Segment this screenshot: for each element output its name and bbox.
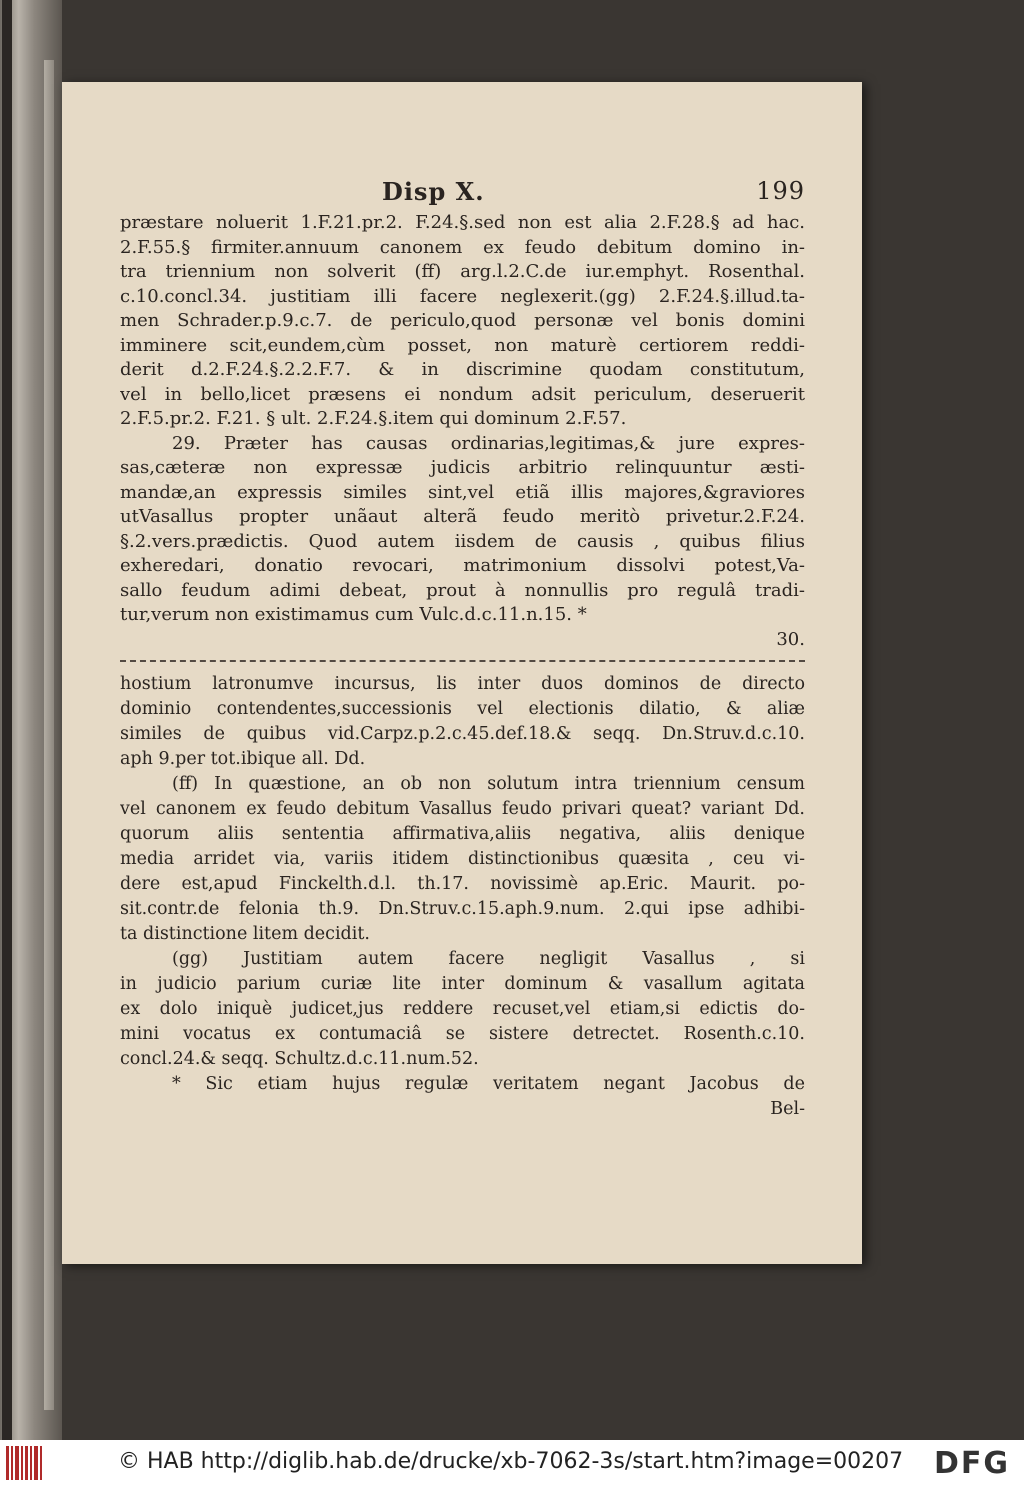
dfg-logo: DFG — [933, 1446, 1010, 1481]
note-line: sit.contr.de felonia th.9. Dn.Struv.c.15.aph.9.num. 2.qui ipse adhibi- — [120, 899, 805, 919]
note-line: similes de quibus vid.Carpz.p.2.c.45.def.18.& seqq. Dn.Struv.d.c.10. — [120, 724, 805, 744]
library-barcode-icon — [6, 1446, 42, 1480]
note-ff-start: (ff) In quæstione, an ob non solutum intra triennium censum — [172, 774, 805, 794]
note-line: in judicio parium curiæ lite inter dominum & vasallum agitata — [120, 974, 805, 994]
book-page — [62, 82, 862, 1264]
note-line: vel canonem ex feudo debitum Vasallus feudo privari queat? variant Dd. — [120, 799, 805, 819]
spine-shadow — [2, 0, 12, 1440]
text-line: tur,verum non existimamus cum Vulc.d.c.11.n.15. * — [120, 604, 587, 625]
text-line: 2.F.55.§ firmiter.annuum canonem ex feudo debitum domino in- — [120, 236, 805, 258]
text-line: sas,cæteræ non expressæ judicis arbitrio relinquuntur æsti- — [120, 457, 805, 478]
text-line: 2.F.5.pr.2. F.21. § ult. 2.F.24.§.item qui dominum 2.F.57. — [120, 408, 627, 429]
footnotes — [120, 672, 805, 1122]
text-line: §.2.vers.prædictis. Quod autem iisdem de causis , quibus filius — [120, 530, 805, 552]
note-line: quorum aliis sententia affirmativa,aliis negativa, aliis denique — [120, 824, 805, 844]
note-line: mini vocatus ex contumaciâ se sistere detrectet. Rosenth.c.10. — [120, 1024, 805, 1044]
note-line: aph 9.per tot.ibique all. Dd. — [120, 749, 366, 769]
note-line: concl.24.& seqq. Schultz.d.c.11.num.52. — [120, 1049, 479, 1069]
note-line: hostium latronumve incursus, lis inter duos dominos de directo — [120, 674, 805, 694]
text-line: utVasallus propter unãaut alterã feudo meritò privetur.2.F.24. — [120, 506, 805, 527]
text-line: derit d.2.F.24.§.2.2.F.7. & in discrimine quodam constitutum, — [120, 359, 805, 380]
viewer-footer — [0, 1440, 1024, 1486]
note-line: ex dolo iniquè judicet,jus reddere recuset,vel etiam,si edictis do- — [120, 999, 805, 1019]
note-line: media arridet via, variis itidem distinctionibus quæsita , ceu vi- — [120, 849, 805, 869]
header-title: Disp X. — [382, 177, 485, 206]
catchword: 30. — [776, 628, 805, 650]
text-line: men Schrader.p.9.c.7. de periculo,quod personæ vel bonis domini — [120, 310, 805, 331]
main-text — [120, 211, 805, 652]
text-line: c.10.concl.34. justitiam illi facere neglexerit.(gg) 2.F.24.§.illud.ta- — [120, 285, 805, 307]
source-credit-link[interactable]: © HAB http://diglib.hab.de/drucke/xb-7062-3s/start.htm?image=00207 — [118, 1449, 904, 1474]
text-line: tra triennium non solverit (ff) arg.l.2.C.de iur.emphyt. Rosenthal. — [120, 261, 805, 282]
note-line: dominio contendentes,successionis vel electionis dilatio, & aliæ — [120, 699, 805, 719]
text-line: mandæ,an expressis similes sint,vel etiã illis majores,&graviores — [120, 481, 805, 503]
text-line: vel in bello,licet præsens ei nondum adsit periculum, deseruerit — [120, 383, 805, 405]
note-catchword: Bel- — [770, 1099, 805, 1119]
running-header — [120, 177, 805, 209]
facing-page-edge — [44, 60, 54, 1410]
footnote-divider — [120, 660, 805, 662]
page-content — [120, 177, 805, 1122]
book-spine-edge — [0, 0, 62, 1440]
text-line: imminere scit,eundem,cùm posset, non maturè certiorem reddi- — [120, 334, 805, 356]
note-line: dere est,apud Finckelth.d.l. th.17. novissimè ap.Eric. Maurit. po- — [120, 874, 805, 894]
note-line: ta distinctione litem decidit. — [120, 924, 370, 944]
text-line: exheredari, donatio revocari, matrimonium dissolvi potest,Va- — [120, 555, 805, 576]
text-line: sallo feudum adimi debeat, prout à nonnullis pro regulâ tradi- — [120, 579, 805, 601]
text-line: præstare noluerit 1.F.21.pr.2. F.24.§.sed non est alia 2.F.28.§ ad hac. — [120, 212, 805, 233]
note-star-start: * Sic etiam hujus regulæ veritatem negant Jacobus de — [172, 1074, 805, 1094]
note-gg-start: (gg) Justitiam autem facere negligit Vasallus , si — [172, 949, 805, 969]
paragraph-start-line: 29. Præter has causas ordinarias,legitimas,& jure expres- — [172, 432, 805, 454]
page-number: 199 — [756, 177, 805, 205]
